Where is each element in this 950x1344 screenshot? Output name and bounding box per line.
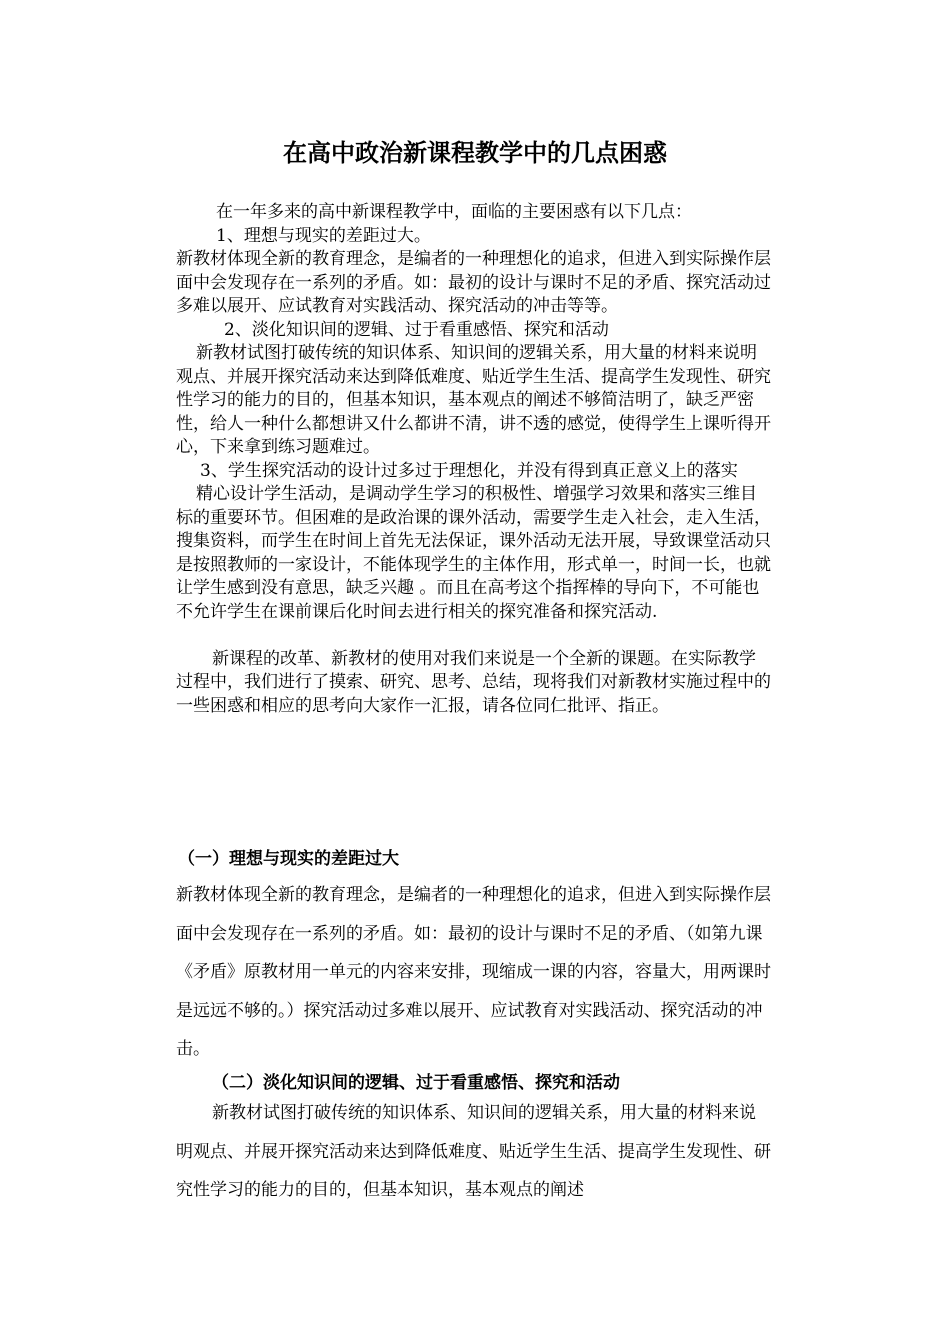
heading2-body: 新教材试图打破传统的知识体系、知识间的逻辑关系，用大量的材料来说明观点、并展开探究活动来达到降低难度、贴近学生生活、提高学生发现性、研究性学习的能力的目的，但基本知识，基本观点的阐述 (176, 1103, 771, 1200)
document-title: 在高中政治新课程教学中的几点困惑 (283, 138, 667, 167)
item3-body: 精心设计学生活动，是调动学生学习的积极性、增强学习效果和落实三维目标的重要环节。但困难的是政治课的课外活动，需要学生走入社会，走入生活，搜集资料，而学生在时间上首先无法保证，课外活动无法开展，导致课堂活动只是按照教师的一家设计，不能体现学生的主体作用，形式单一，时间一长，也就让学生感到没有意思，缺乏兴趣 。而且在高考这个指挥棒的导向下，不可能也不允许学生在课前课后化时间去进行相关的探究准备和探究活动. (176, 484, 771, 622)
item3-title: 3、学生探究活动的设计过多过于理想化，并没有得到真正意义上的落实 (200, 460, 738, 481)
new-curriculum-paragraph: 新课程的改革、新教材的使用对我们来说是一个全新的课题。在实际教学过程中，我们进行了摸索、研究、思考、总结，现将我们对新教材实施过程中的一些困惑和相应的思考向大家作一汇报，请各位同仁批评、指正。 (176, 648, 771, 716)
blank-line (176, 624, 772, 648)
heading-1-block (176, 844, 772, 874)
body-section-3 (176, 1094, 772, 1210)
section-heading-2: （二）淡化知识间的逻辑、过于看重感悟、探究和活动 (212, 1073, 620, 1093)
item2-title: 2、淡化知识间的逻辑、过于看重感悟、探究和活动 (224, 319, 609, 340)
section-heading-1: （一）理想与现实的差距过大 (178, 849, 399, 869)
heading1-body: 新教材体现全新的教育理念，是编者的一种理想化的追求，但进入到实际操作层面中会发现存在一系列的矛盾。如：最初的设计与课时不足的矛盾、（如第九课《矛盾》原教材用一单元的内容来安排，现缩成一课的内容，容量大，用两课时是远远不够的。）探究活动过多难以展开、应试教育对实践活动、探究活动的冲击。 (176, 885, 771, 1059)
body-section-1 (176, 201, 772, 718)
item1-body: 新教材体现全新的教育理念，是编者的一种理想化的追求，但进入到实际操作层面中会发现存在一系列的矛盾。如：最初的设计与课时不足的矛盾、探究活动过多难以展开、应试教育对实践活动、探究活动的冲击等等。 (176, 249, 771, 316)
intro-paragraph: 在一年多来的高中新课程教学中，面临的主要困惑有以下几点： (216, 202, 692, 222)
body-section-2 (176, 876, 772, 1069)
item1-title: 1、理想与现实的差距过大。 (216, 225, 431, 246)
item2-body: 新教材试图打破传统的知识体系、知识间的逻辑关系，用大量的材料来说明观点、并展开探究活动来达到降低难度、贴近学生生活、提高学生发现性、研究性学习的能力的目的，但基本知识，基本观点的阐述不够简洁明了，缺乏严密性，给人一种什么都想讲又什么都讲不清，讲不透的感觉，使得学生上课听得开心，下来拿到练习题难过。 (176, 343, 771, 457)
